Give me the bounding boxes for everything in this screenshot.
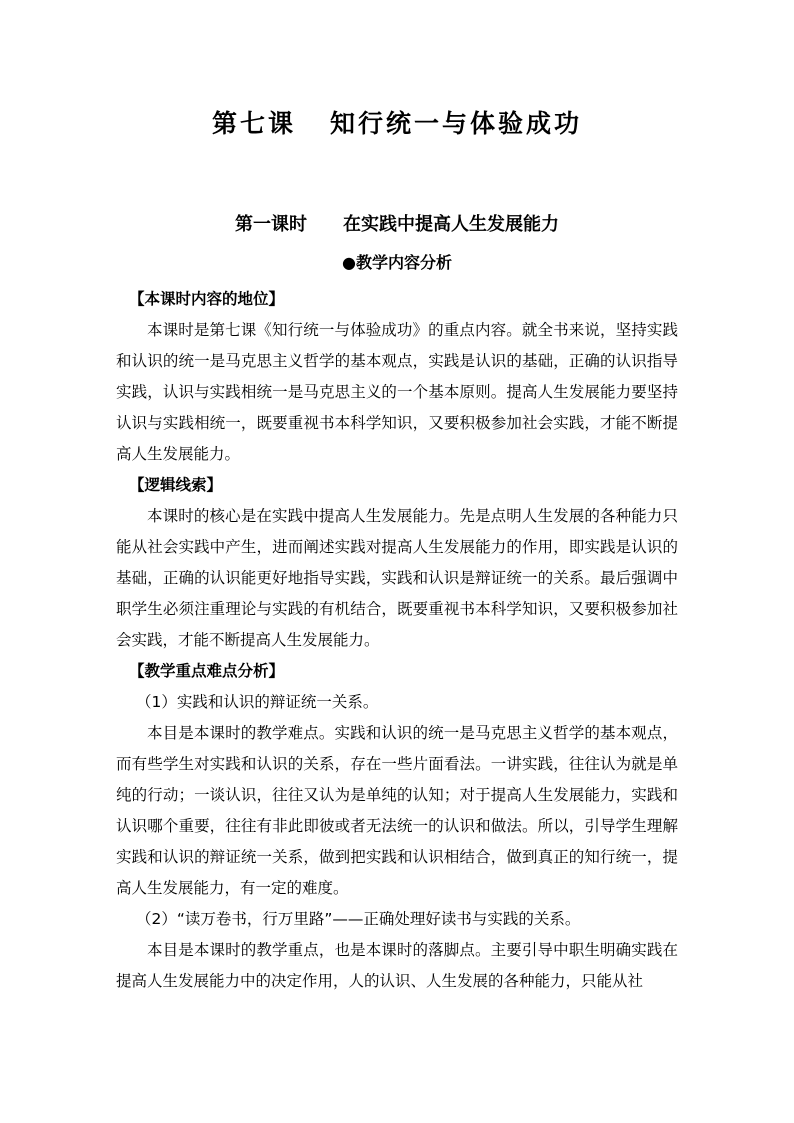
key-point-1-paragraph: 本目是本课时的教学难点。实践和认识的统一是马克思主义哲学的基本观点，而有些学生对实践和认识的关系，存在一些片面看法。一讲实践，往往认为就是单纯的行动；一谈认识，往往又认为是单纯的认知；对于提高人生发展能力，实践和认识哪个重要，往往有非此即彼或者无法统一的认识和做法。所以，引导学生理解实践和认识的辩证统一关系，做到把实践和认识相结合，做到真正的知行统一，提高人生发展能力，有一定的难度。 <box>116 724 678 897</box>
section-heading: ●教学内容分析 <box>342 253 452 272</box>
key-point-2-paragraph: 本目是本课时的教学重点，也是本课时的落脚点。主要引导中职生明确实践在提高人生发展能力中的决定作用，人的认识、人生发展的各种能力，只能从社 <box>116 941 678 990</box>
document-body <box>116 284 678 997</box>
logic-label: 【逻辑线索】 <box>129 476 223 494</box>
lesson-title <box>0 104 794 144</box>
logic-paragraph: 本课时的核心是在实践中提高人生发展能力。先是点明人生发展的各种能力只能从社会实践中产生，进而阐述实践对提高人生发展能力的作用，即实践是认识的基础，正确的认识能更好地指导实践，实践和认识是辩证统一的关系。最后强调中职学生必须注重理论与实践的有机结合，既要重视书本科学知识，又要积极参加社会实践，才能不断提高人生发展能力。 <box>116 507 678 649</box>
lesson-name: 知行统一与体验成功 <box>330 109 583 138</box>
period-number: 第一课时 <box>235 214 307 235</box>
key-points-label: 【教学重点难点分析】 <box>129 662 285 680</box>
period-title <box>0 210 794 240</box>
key-point-1: （1）实践和认识的辩证统一关系。 <box>136 693 379 711</box>
key-point-2: （2）“读万卷书，行万里路”——正确处理好读书与实践的关系。 <box>136 910 581 928</box>
position-paragraph: 本课时是第七课《知行统一与体验成功》的重点内容。就全书来说，坚持实践和认识的统一是马克思主义哲学的基本观点，实践是认识的基础，正确的认识指导实践，认识与实践相统一是马克思主义的一个基本原则。提高人生发展能力要坚持认识与实践相统一，既要重视书本科学知识，又要积极参加社会实践，才能不断提高人生发展能力。 <box>116 321 678 463</box>
period-name: 在实践中提高人生发展能力 <box>343 214 559 235</box>
lesson-number: 第七课 <box>211 109 296 138</box>
position-label: 【本课时内容的地位】 <box>129 290 285 308</box>
